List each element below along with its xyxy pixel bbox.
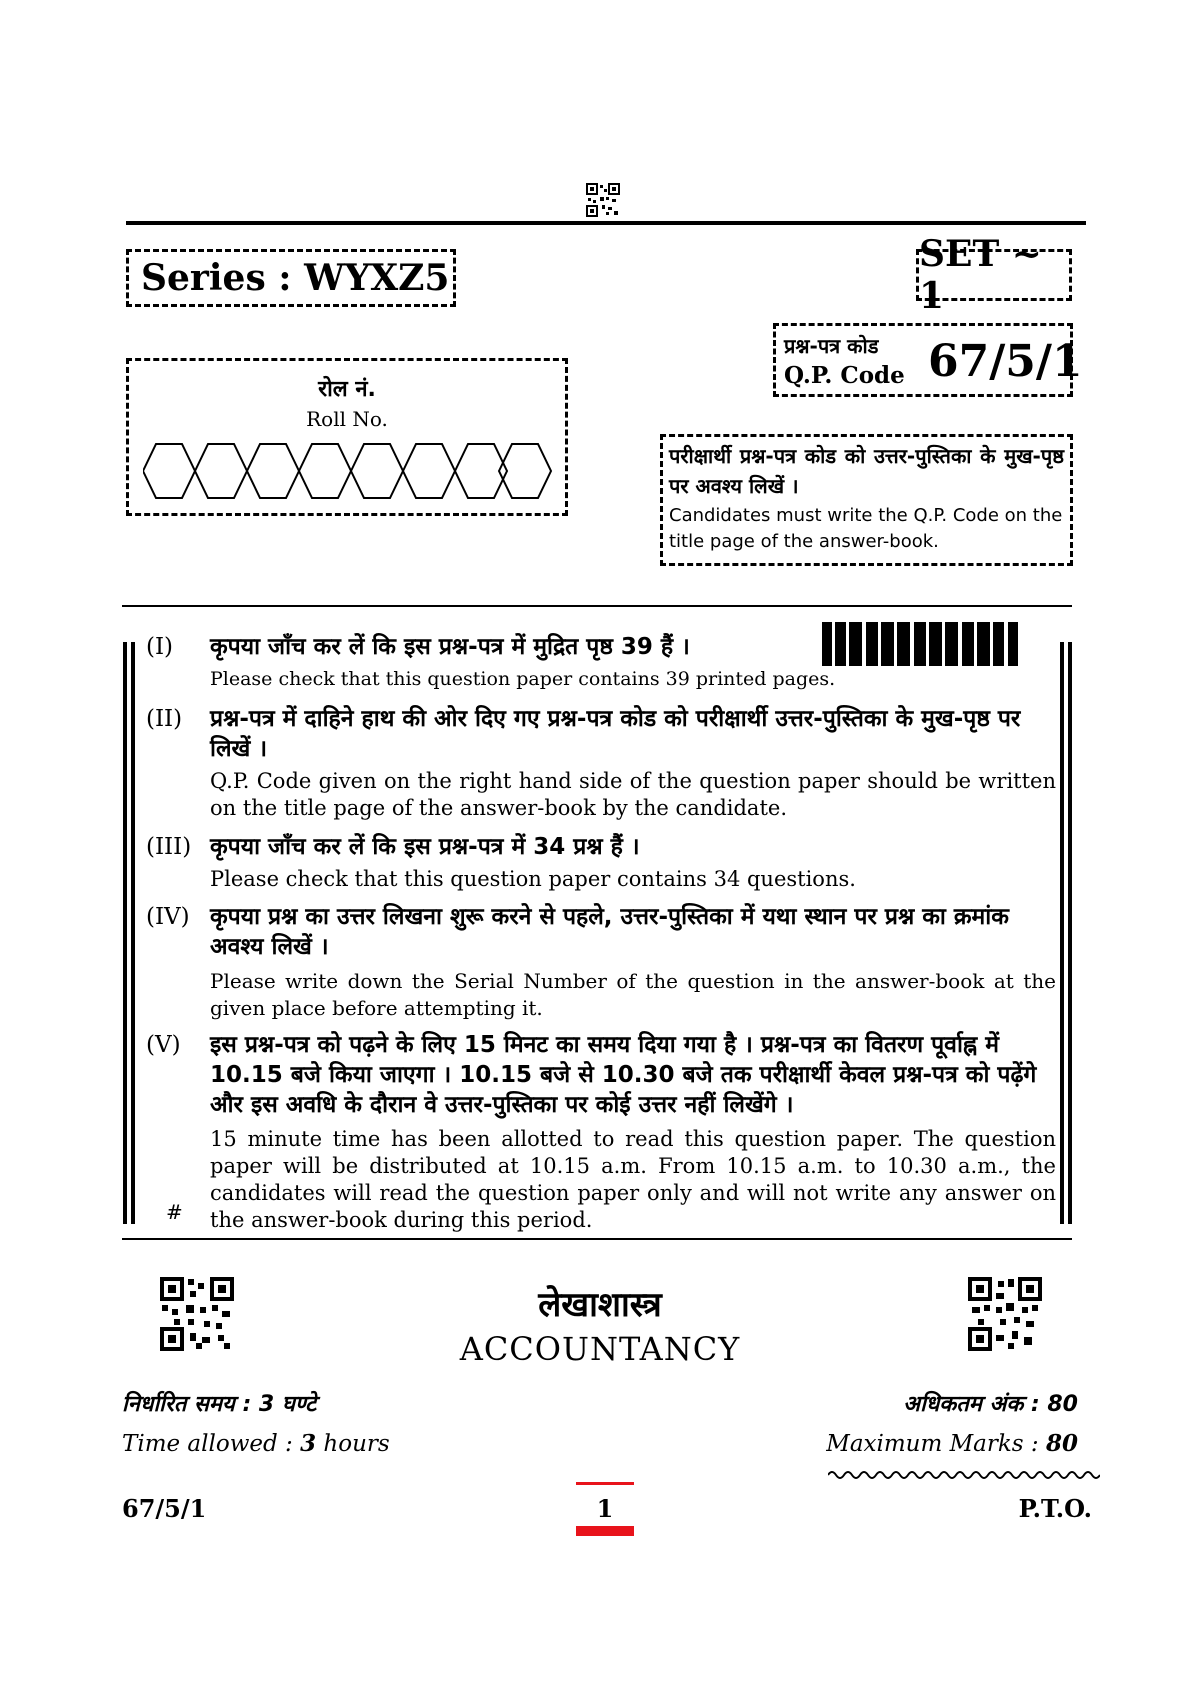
time-allowed-label: Time allowed : [122, 1431, 301, 1457]
instruction-english: Please check that this question paper contains 39 printed pages. [210, 668, 836, 690]
candidate-note-box [660, 434, 1073, 566]
pto-label: P.T.O. [1018, 1494, 1092, 1523]
instruction-hindi: कृपया प्रश्न का उत्तर लिखना शुरू करने से पहले, उत्तर-पुस्तिका में यथा स्थान पर प्रश्न का क्रमांक अवश्य लिखें । [210, 904, 1009, 960]
right-bar-2 [1068, 642, 1072, 1224]
barcode-icon [822, 622, 1018, 666]
subject-hindi: लेखाशास्त्र [538, 1285, 662, 1325]
note-english: Candidates must write the Q.P. Code on the title page of the answer-book. [669, 505, 1063, 552]
instruction-hindi: इस प्रश्न-पत्र को पढ़ने के लिए 15 मिनट का समय दिया गया है । प्रश्न-पत्र का वितरण पूर्वाह्न में 10.15 बजे किया जाएगा । 10.15 बजे से 10.30 बजे तक परीक्षार्थी केवल प्रश्न-पत्र को पढ़ेंगे और इस अवधि के दौरान वे उत्तर-पुस्तिका पर कोई उत्तर नहीं लिखेंगे । [210, 1032, 1037, 1118]
qp-code-label: Q.P. Code [784, 362, 905, 389]
instruction-english: Please check that this question paper contains 34 questions. [210, 867, 856, 891]
qp-code-box [773, 323, 1083, 397]
hash-mark: # [166, 1200, 183, 1224]
qp-code-hindi: प्रश्न-पत्र कोड [784, 334, 879, 358]
note-hindi: परीक्षार्थी प्रश्न-पत्र कोड को उत्तर-पुस्तिका के मुख-पृष्ठ पर अवश्य लिखें । [669, 444, 1064, 498]
instructions-bottom-rule [122, 1238, 1072, 1240]
roll-number-cells[interactable] [143, 441, 553, 501]
roll-no-hindi: रोल नं. [318, 377, 376, 402]
page-number: 1 [596, 1494, 614, 1523]
instructions-top-rule [122, 605, 1072, 607]
time-allowed [122, 1430, 390, 1457]
footer-code: 67/5/1 [122, 1494, 207, 1523]
max-marks [826, 1430, 1078, 1457]
instruction-hindi: कृपया जाँच कर लें कि इस प्रश्न-पत्र में 34 प्रश्न हैं । [210, 834, 640, 860]
instruction-number: (V) [146, 1032, 181, 1058]
instruction-english: Q.P. Code given on the right hand side of the question paper should be written on the title page of the answer-book by the candidate. [210, 769, 1056, 820]
roll-no-label: Roll No. [306, 407, 388, 431]
right-bar-1 [1060, 642, 1064, 1224]
roll-number-box [126, 358, 568, 516]
instruction-hindi: प्रश्न-पत्र में दाहिने हाथ की ओर दिए गए प्रश्न-पत्र कोड को परीक्षार्थी उत्तर-पुस्तिका के मुख-पृष्ठ पर लिखें । [210, 706, 1021, 762]
set-box [916, 233, 1072, 317]
instruction-number: (II) [146, 706, 183, 732]
top-qr-icon [586, 183, 620, 217]
wavy-divider [828, 1468, 1100, 1482]
qp-code-value: 67/5/1 [928, 336, 1083, 387]
time-allowed-hindi: निर्धारित समय : 3 घण्टे [122, 1392, 317, 1417]
max-marks-hindi: अधिकतम अंक : 80 [903, 1392, 1078, 1417]
instruction-english: 15 minute time has been allotted to read this question paper. The question paper will be distributed at 10.15 a.m. From 10.15 a.m. to 10.30 a.m., the candidates will read the question paper only and will not write any answer on the answer-book during this period. [210, 1127, 1056, 1232]
left-qr-icon [160, 1277, 234, 1351]
instruction-number: (III) [146, 834, 192, 860]
time-allowed-value: 3 [300, 1430, 317, 1457]
instruction-hindi: कृपया जाँच कर लें कि इस प्रश्न-पत्र में मुद्रित पृष्ठ 39 हैं । [210, 634, 690, 660]
instruction-number: (IV) [146, 904, 190, 930]
set-label: SET ~ 1 [919, 233, 1042, 317]
max-marks-value: 80 [1045, 1430, 1078, 1457]
left-bar-2 [131, 642, 135, 1224]
page-number-bottom-bar [576, 1526, 634, 1536]
time-allowed-unit: hours [316, 1431, 390, 1457]
series-box [126, 249, 456, 307]
left-bar-1 [123, 642, 127, 1224]
subject-english: ACCOUNTANCY [459, 1330, 741, 1368]
right-qr-icon [968, 1277, 1042, 1351]
instruction-english: Please write down the Serial Number of the question in the answer-book at the given place before attempting it. [210, 969, 1056, 1020]
top-rule [126, 221, 1086, 225]
series-label: Series : WYXZ5 [141, 257, 450, 299]
max-marks-label: Maximum Marks : [826, 1431, 1046, 1457]
page-number-top-bar [576, 1482, 634, 1485]
instruction-number: (I) [146, 634, 174, 660]
